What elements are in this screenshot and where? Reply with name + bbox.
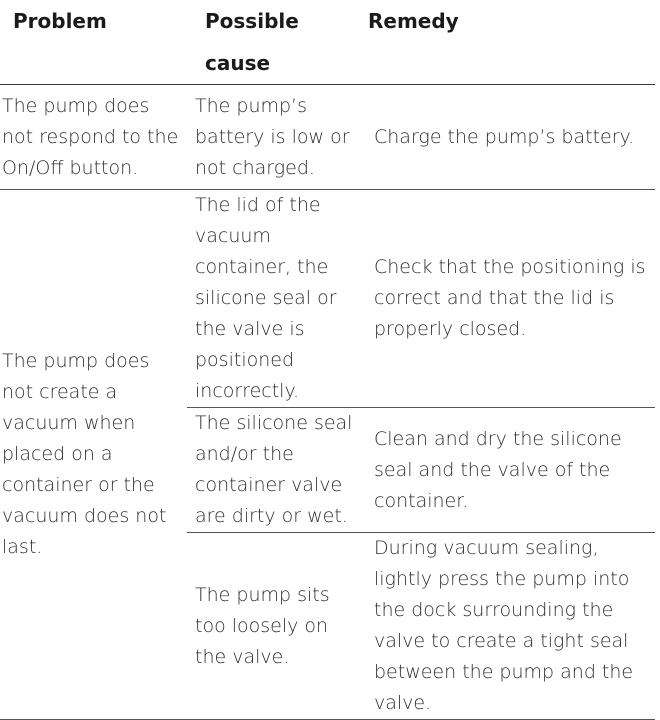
cause-cell [187, 85, 366, 190]
header-possible-cause: Possible cause [187, 0, 366, 85]
remedy-cell [366, 85, 655, 190]
table-header-row [0, 0, 655, 85]
cause-text: The lid of the vacuum container, the silicone seal or the valve is positioned incorrectly. [195, 194, 337, 402]
problem-text: The pump does not create a vacuum when placed on a container or the vacuum does not last. [2, 350, 167, 558]
remedy-text: Check that the positioning is correct and that the lid is properly closed. [374, 256, 646, 340]
cause-text: The silicone seal and/or the container valve are dirty or wet. [195, 412, 353, 527]
problem-cell [0, 190, 187, 720]
cause-cell [187, 408, 366, 533]
remedy-cell [366, 408, 655, 533]
table-row [0, 190, 655, 408]
table-row [0, 85, 655, 190]
remedy-cell [366, 533, 655, 720]
cause-text: The pump’s battery is low or not charged. [195, 94, 350, 179]
problem-cell [0, 85, 187, 190]
remedy-text: Clean and dry the silicone seal and the valve of the container. [374, 427, 622, 512]
cause-text: The pump sits too loosely on the valve. [195, 583, 330, 668]
remedy-cell [366, 190, 655, 408]
header-problem: Problem [0, 0, 187, 85]
cause-cell [187, 533, 366, 720]
problem-text: The pump does not respond to the On/Off button. [2, 94, 179, 179]
remedy-text: During vacuum sealing, lightly press the pump into the dock surrounding the valve to create a tight seal between the pump and the valve. [374, 537, 634, 714]
cause-cell [187, 190, 366, 408]
header-remedy: Remedy [366, 0, 655, 85]
remedy-text: Charge the pump’s battery. [374, 125, 635, 148]
